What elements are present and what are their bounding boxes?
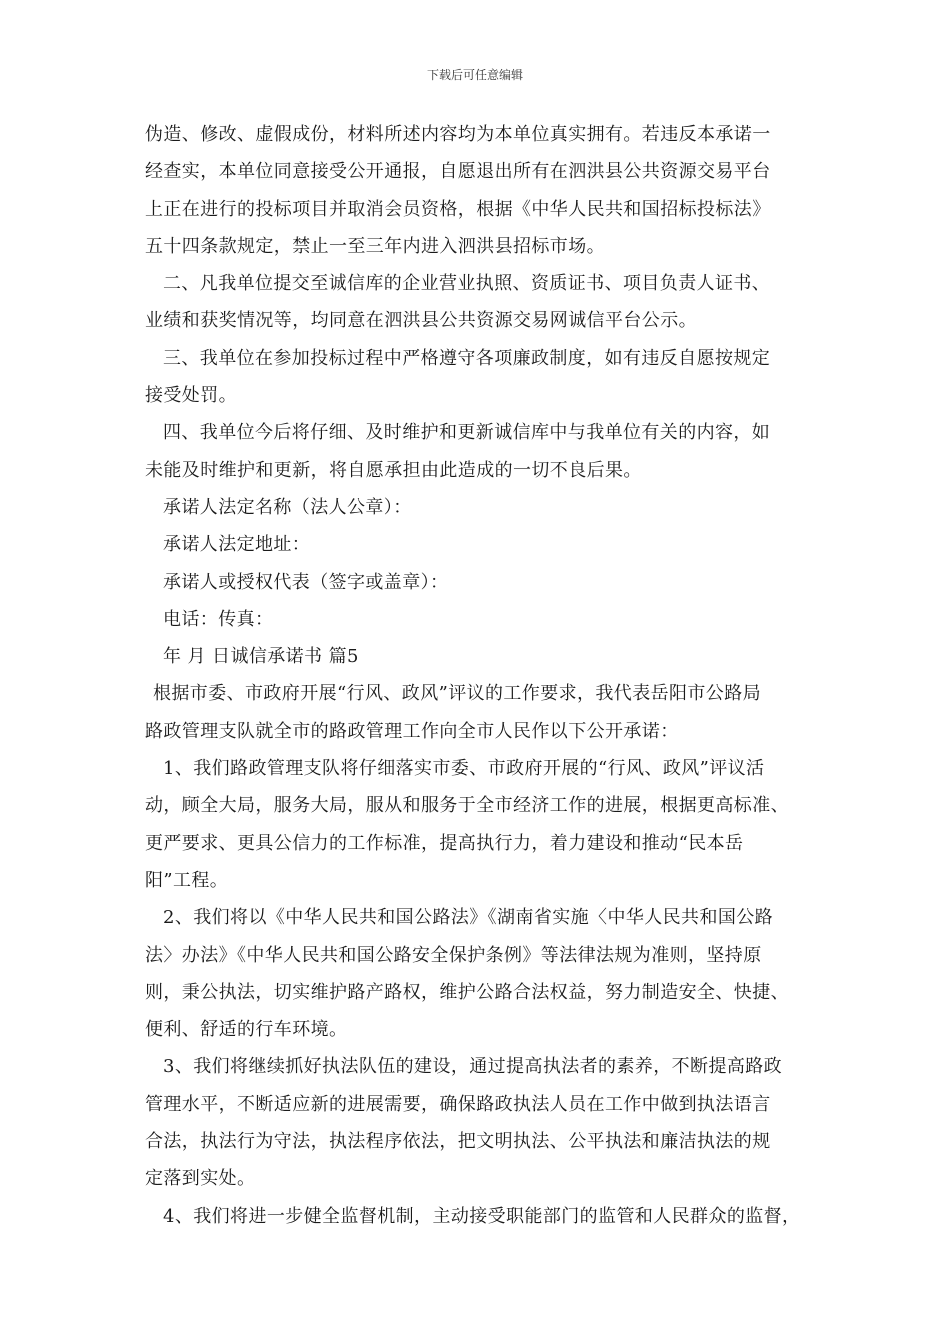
- text-line: 业绩和获奖情况等，均同意在泗洪县公共资源交易网诚信平台公示。: [145, 310, 697, 332]
- text-line: 则，秉公执法，切实维护路产路权，维护公路合法权益，努力制造安全、快捷、: [145, 981, 789, 1003]
- text-line: 电话：传真：: [163, 608, 274, 630]
- text-line: 阳”工程。: [145, 869, 229, 891]
- text-line: 承诺人或授权代表（签字或盖章）：: [163, 571, 449, 593]
- text-line: 三、我单位在参加投标过程中严格遵守各项廉政制度，如有违反自愿按规定: [163, 347, 771, 369]
- text-line: 2、我们将以《中华人民共和国公路法》《湖南省实施〈中华人民共和国公路: [163, 907, 774, 929]
- text-line: 承诺人法定名称（法人公章）：: [163, 496, 412, 518]
- text-line: 法〉办法》《中华人民共和国公路安全保护条例》等法律法规为准则，坚持原: [145, 944, 762, 966]
- text-line: 合法，执法行为守法，执法程序依法，把文明执法、公平执法和廉洁执法的规: [145, 1131, 771, 1153]
- text-line: 伪造、修改、虚假成份，材料所述内容均为本单位真实拥有。若违反本承诺一: [145, 124, 771, 145]
- page-header-note: 下载后可任意编辑: [426, 68, 523, 82]
- text-line: 接受处罚。: [145, 385, 237, 407]
- section-heading: 年 月 日诚信承诺书 篇5: [163, 646, 359, 668]
- text-line: 3、我们将继续抓好执法队伍的建设，通过提高执法者的素养，不断提高路政: [163, 1056, 783, 1078]
- text-line: 1、我们路政管理支队将仔细落实市委、市政府开展的“行风、政风”评议活: [163, 758, 765, 780]
- text-line: 管理水平，不断适应新的进展需要，确保路政执法人员在工作中做到执法语言: [145, 1093, 771, 1115]
- document-body: [145, 116, 817, 1235]
- text-line: 上正在进行的投标项目并取消会员资格，根据《中华人民共和国招标投标法》: [145, 198, 771, 220]
- text-line: 更严要求、更具公信力的工作标准，提高执行力，着力建设和推动“民本岳: [145, 832, 744, 854]
- text-line: 便利、舒适的行车环境。: [145, 1019, 348, 1041]
- text-line: 4、我们将进一步健全监督机制，主动接受职能部门的监管和人民群众的监督，: [163, 1205, 801, 1227]
- text-line: 经查实，本单位同意接受公开通报，自愿退出所有在泗洪县公共资源交易平台: [145, 161, 771, 183]
- text-line: 根据市委、市政府开展“行风、政风”评议的工作要求，我代表岳阳市公路局: [153, 683, 762, 705]
- text-line: 路政管理支队就全市的路政管理工作向全市人民作以下公开承诺：: [145, 720, 679, 742]
- text-line: 定落到实处。: [145, 1168, 256, 1190]
- text-line: 未能及时维护和更新，将自愿承担由此造成的一切不良后果。: [145, 459, 642, 481]
- text-line: 二、凡我单位提交至诚信库的企业营业执照、资质证书、项目负责人证书、: [163, 273, 771, 295]
- text-line: 四、我单位今后将仔细、及时维护和更新诚信库中与我单位有关的内容，如: [163, 422, 771, 444]
- text-line: 五十四条款规定，禁止一至三年内进入泗洪县招标市场。: [145, 235, 605, 257]
- text-line: 承诺人法定地址：: [163, 534, 311, 556]
- text-line: 动，顾全大局，服务大局，服从和服务于全市经济工作的进展，根据更高标准、: [145, 795, 789, 817]
